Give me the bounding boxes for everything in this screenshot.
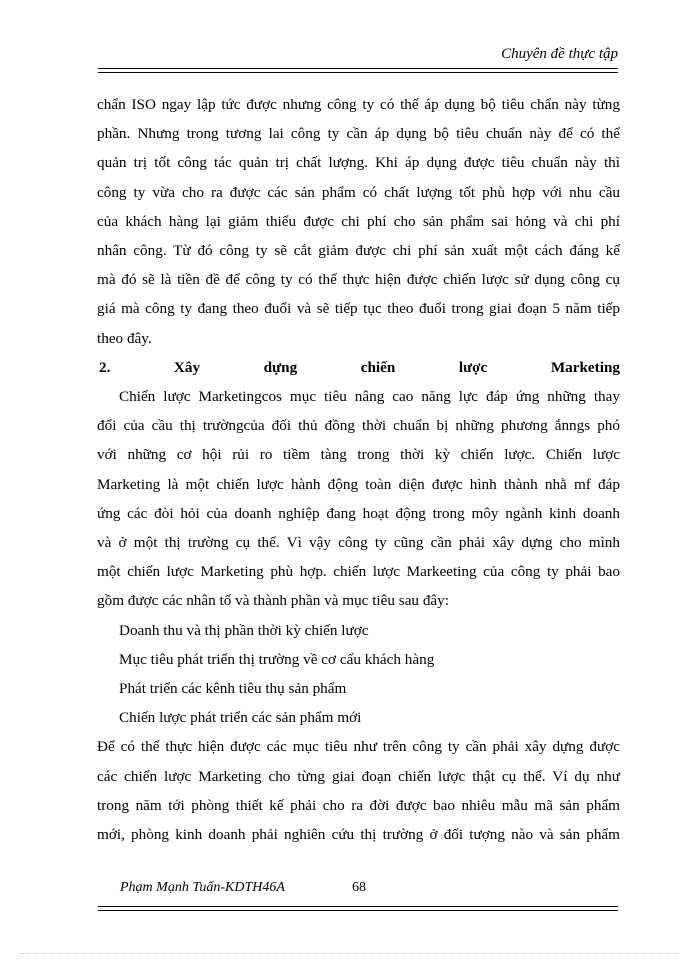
- paragraph-1: [97, 90, 620, 353]
- paragraph-3: [97, 732, 620, 849]
- text-line: giá mà công ty đang theo đuổi và sẽ tiếp tục theo đuổi trong giai đoạn 5 năm tiếp: [97, 300, 620, 318]
- text-line: quản trị tốt công tác quản trị chất lượng. Khi áp dụng được tiêu chuẩn này thì: [97, 154, 620, 172]
- text-line: mới, phòng kinh doanh phải nghiên cứu thị trường ở đối tượng nào và sản phẩm: [97, 826, 620, 844]
- header-title: Chuyên đề thực tập: [501, 46, 618, 62]
- text-line: trong năm tới phòng thiết kế phải cho ra đời được bao nhiêu mẫu mã sản phẩm: [97, 796, 620, 814]
- text-line: gồm được các nhân tố và thành phần và mục tiêu sau đây:: [97, 592, 449, 610]
- text-line: của khách hàng lại giảm thiểu được chi phí cho sản phẩm sai hỏng và chi phí: [97, 212, 620, 230]
- paragraph-2: [97, 382, 620, 616]
- text-line: Để có thể thực hiện được các mục tiêu như trên công ty cần phải xây dựng được: [97, 738, 620, 756]
- text-line: Marketing là một chiến lược hành động toàn diện được hình thành nhằ mf đáp: [97, 475, 620, 493]
- bullet-list: [97, 616, 620, 733]
- text-line: phần. Nhưng trong tương lai công ty cần áp dụng bộ tiêu chuẩn này để có thể: [97, 125, 620, 143]
- header-rule: [98, 68, 618, 73]
- section-heading: 2. Xây dựng chiến lược Marketing: [99, 358, 620, 376]
- page-edge-divider: [20, 953, 680, 954]
- text-line: theo đây.: [97, 329, 152, 347]
- text-line: Chiến lược Marketingcos mục tiêu nâng cao năng lực đáp ứng những thay: [119, 388, 620, 406]
- text-line: các chiến lược Marketing cho từng giai đoạn chiến lược thật cụ thể. Ví dụ như: [97, 767, 620, 785]
- text-line: ứng các đòi hỏi của doanh nghiệp đang hoạt động trong môy ngành kinh doanh: [97, 504, 620, 522]
- list-item: Mục tiêu phát triển thị trường về cơ cấu khách hàng: [119, 650, 435, 668]
- list-item: Doanh thu và thị phần thời kỳ chiến lược: [119, 621, 369, 639]
- text-line: với những cơ hội rủi ro tiềm tàng trong thời kỳ chiến lược. Chiến lược: [97, 446, 620, 464]
- footer-rule: [98, 906, 618, 911]
- text-line: chẩn ISO ngay lập tức được nhưng công ty có thể áp dụng bộ tiêu chẩn này từng: [97, 96, 620, 113]
- footer-author: Phạm Mạnh Tuấn-KDTH46A: [120, 880, 285, 895]
- list-item: Phát triển các kênh tiêu thụ sản phẩm: [119, 680, 347, 698]
- text-line: và ở một thị trường cụ thể. Vì vậy công ty cũng cần phải xây dựng cho mình: [97, 534, 620, 552]
- text-line: một chiến lược Marketing phù hợp. chiến lược Markeeting của công ty phải bao: [97, 563, 620, 581]
- list-item: Chiến lược phát triển các sản phẩm mới: [119, 709, 362, 727]
- text-line: công ty vừa cho ra được các sản phẩm có chất lượng tốt phù hợp với nhu cầu: [97, 183, 620, 201]
- page-body: [97, 90, 620, 849]
- page-number: 68: [352, 880, 366, 895]
- text-line: đổi của cầu thị trườngcủa đối thủ đồng thời chuẩn bị những phương ắnngs phó: [97, 417, 620, 435]
- text-line: nhân công. Từ đó công ty sẽ cắt giảm được chi phí sản xuất một cách đáng kể: [97, 242, 620, 260]
- text-line: mà đó sẽ là tiền đề để công ty có thể thực hiện được chiến lược sử dụng công cụ: [97, 271, 620, 289]
